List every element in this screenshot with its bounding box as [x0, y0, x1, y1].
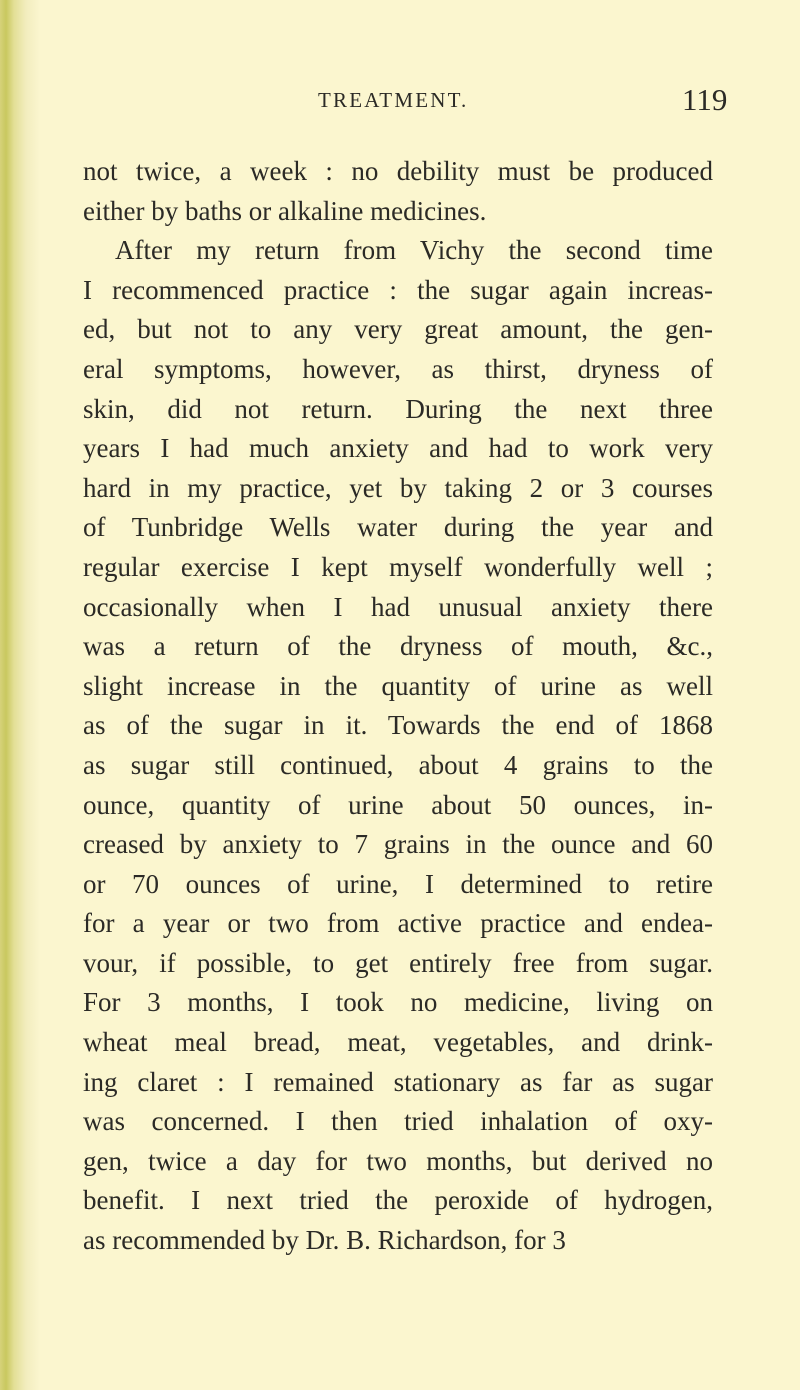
text-line: regular exercise I kept myself wonderfully well ; — [83, 551, 713, 582]
text-line: gen, twice a day for two months, but derived no — [83, 1145, 713, 1176]
text-line: wheat meal bread, meat, vegetables, and drink- — [83, 1027, 713, 1058]
text-line: For 3 months, I took no medicine, living on — [83, 987, 713, 1018]
text-line: years I had much anxiety and had to work very — [83, 433, 713, 464]
body-text — [83, 152, 713, 1261]
text-line: for a year or two from active practice and endea- — [83, 908, 713, 939]
text-line: skin, did not return. During the next three — [83, 393, 713, 424]
text-line: creased by anxiety to 7 grains in the ounce and 60 — [83, 829, 713, 860]
text-line: or 70 ounces of urine, I determined to retire — [83, 868, 713, 899]
text-line: ing claret : I remained stationary as far as sugar — [83, 1066, 713, 1097]
text-line: After my return from Vichy the second time — [115, 235, 713, 266]
text-line: vour, if possible, to get entirely free from sugar. — [83, 947, 713, 978]
running-head: TREATMENT. — [318, 88, 469, 112]
text-line: slight increase in the quantity of urine as well — [83, 670, 713, 701]
page-number: 119 — [682, 82, 728, 117]
text-line: ounce, quantity of urine about 50 ounces, in- — [83, 789, 713, 820]
text-line: occasionally when I had unusual anxiety there — [83, 591, 713, 622]
text-line: benefit. I next tried the peroxide of hydrogen, — [83, 1185, 713, 1216]
page-header — [0, 82, 800, 122]
text-line: eral symptoms, however, as thirst, dryness of — [83, 353, 713, 384]
text-line: as of the sugar in it. Towards the end of 1868 — [83, 710, 713, 741]
text-line: I recommenced practice : the sugar again increas- — [83, 274, 713, 305]
text-line: was a return of the dryness of mouth, &c., — [83, 631, 713, 662]
text-line: as sugar still continued, about 4 grains to the — [83, 749, 713, 780]
book-spine-shadow — [0, 0, 40, 1390]
text-line: ed, but not to any very great amount, the gen- — [83, 314, 713, 345]
text-line: either by baths or alkaline medicines. — [83, 195, 487, 226]
text-line: not twice, a week : no debility must be produced — [83, 156, 713, 186]
text-line: was concerned. I then tried inhalation of oxy- — [83, 1106, 713, 1137]
text-line: hard in my practice, yet by taking 2 or 3 courses — [83, 472, 713, 503]
text-line: of Tunbridge Wells water during the year and — [83, 512, 713, 543]
text-line: as recommended by Dr. B. Richardson, for 3 — [83, 1225, 566, 1256]
